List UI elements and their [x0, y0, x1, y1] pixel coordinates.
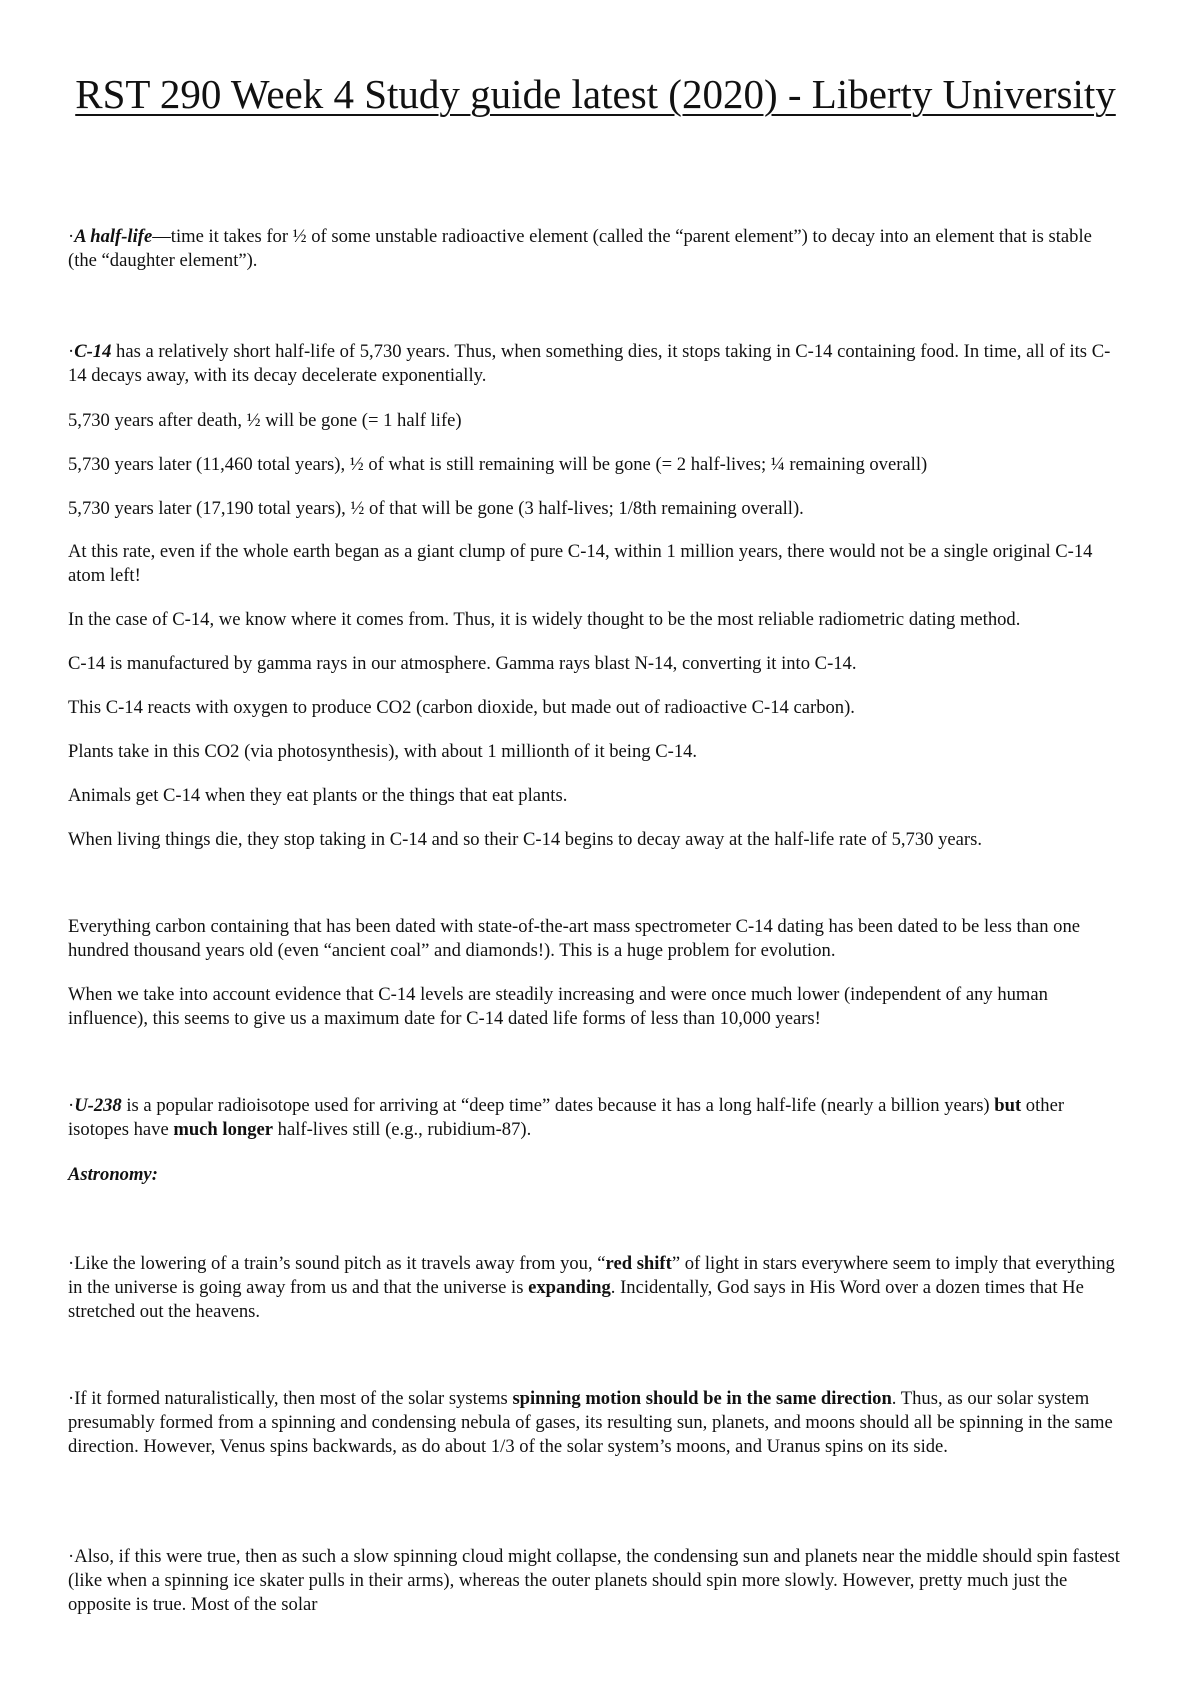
paragraph-co2: This C-14 reacts with oxygen to produce CO2 (carbon dioxide, but made out of radioactive C-14 carbon).: [68, 697, 855, 718]
bullet: ·: [68, 226, 75, 247]
paragraph-living-things: When living things die, they stop taking in C-14 and so their C-14 begins to decay away at the half-life rate of 5,730 years.: [68, 829, 982, 850]
term-c14: C-14: [74, 341, 112, 362]
document-title: RST 290 Week 4 Study guide latest (2020) - Liberty University: [75, 71, 1116, 117]
paragraph-two-half-lives: 5,730 years later (11,460 total years), ½ of what is still remaining will be gone (= 2 half-lives; ¼ remaining overall): [68, 454, 928, 475]
paragraph-three-half-lives: 5,730 years later (17,190 total years), ½ of that will be gone (3 half-lives; 1/8th remaining overall).: [68, 498, 804, 519]
bullet: ·: [68, 341, 75, 362]
paragraph-c14-levels: When we take into account evidence that C-14 levels are steadily increasing and were once much lower (independent of any human influence), this seems to give us a maximum date for C-14 dated life forms of less than 10,000 years!: [68, 984, 1048, 1029]
paragraph-rate: At this rate, even if the whole earth began as a giant clump of pure C-14, within 1 million years, there would not be a single original C-14 atom left!: [68, 541, 1093, 586]
bullet: ·: [68, 1095, 75, 1116]
paragraph-spinning-motion: ·If it formed naturalistically, then most of the solar systems spinning motion should be in the same direction. Thus, as our solar system presumably formed from a spinning and condensing nebula of gases, its resulting sun, planets, and moons should all be spinning in the same direction. However, Venus spins backwards, as do about 1/3 of the solar system’s moons, and Uranus spins on its side.: [68, 1388, 1113, 1457]
paragraph-half-life: ·A half-life—time it takes for ½ of some unstable radioactive element (called the “parent element”) to decay into an element that is stable (the “daughter element”).: [68, 226, 1092, 271]
term-u238: U-238: [74, 1095, 122, 1116]
paragraph-dated-carbon: Everything carbon containing that has been dated with state-of-the-art mass spectrometer C-14 dating has been dated to be less than one hundred thousand years old (even “ancient coal” and diamonds!). This is a huge problem for evolution.: [68, 916, 1080, 961]
paragraph-plants: Plants take in this CO2 (via photosynthesis), with about 1 millionth of it being C-14.: [68, 741, 698, 762]
paragraph-u238: ·U-238 is a popular radioisotope used for arriving at “deep time” dates because it has a long half-life (nearly a billion years) but other isotopes have much longer half-lives still (e.g., rubidium-87).: [68, 1095, 1065, 1140]
paragraph-one-half-life: 5,730 years after death, ½ will be gone (= 1 half life): [68, 410, 462, 431]
paragraph-gamma-rays: C-14 is manufactured by gamma rays in our atmosphere. Gamma rays blast N-14, converting it into C-14.: [68, 653, 857, 674]
term-half-life: A half-life: [74, 226, 153, 247]
paragraph-red-shift: ·Like the lowering of a train’s sound pitch as it travels away from you, “red shift” of light in stars everywhere seem to imply that everything in the universe is going away from us and that the universe is expanding. Incidentally, God says in His Word over a dozen times that He stretched out the heavens.: [68, 1253, 1115, 1322]
paragraph-spin-speed: ·Also, if this were true, then as such a slow spinning cloud might collapse, the condensing sun and planets near the middle should spin fastest (like when a spinning ice skater pulls in their arms), whereas the outer planets should spin more slowly. However, pretty much just the opposite is true. Most of the solar: [68, 1546, 1120, 1615]
paragraph-animals: Animals get C-14 when they eat plants or the things that eat plants.: [68, 785, 568, 806]
paragraph-reliable-method: In the case of C-14, we know where it comes from. Thus, it is widely thought to be the most reliable radiometric dating method.: [68, 609, 1021, 630]
paragraph-c14: ·C-14 has a relatively short half-life of 5,730 years. Thus, when something dies, it stops taking in C-14 containing food. In time, all of its C-14 decays away, with its decay decelerate exponentially.: [68, 341, 1111, 386]
section-heading-astronomy: Astronomy:: [68, 1164, 158, 1185]
